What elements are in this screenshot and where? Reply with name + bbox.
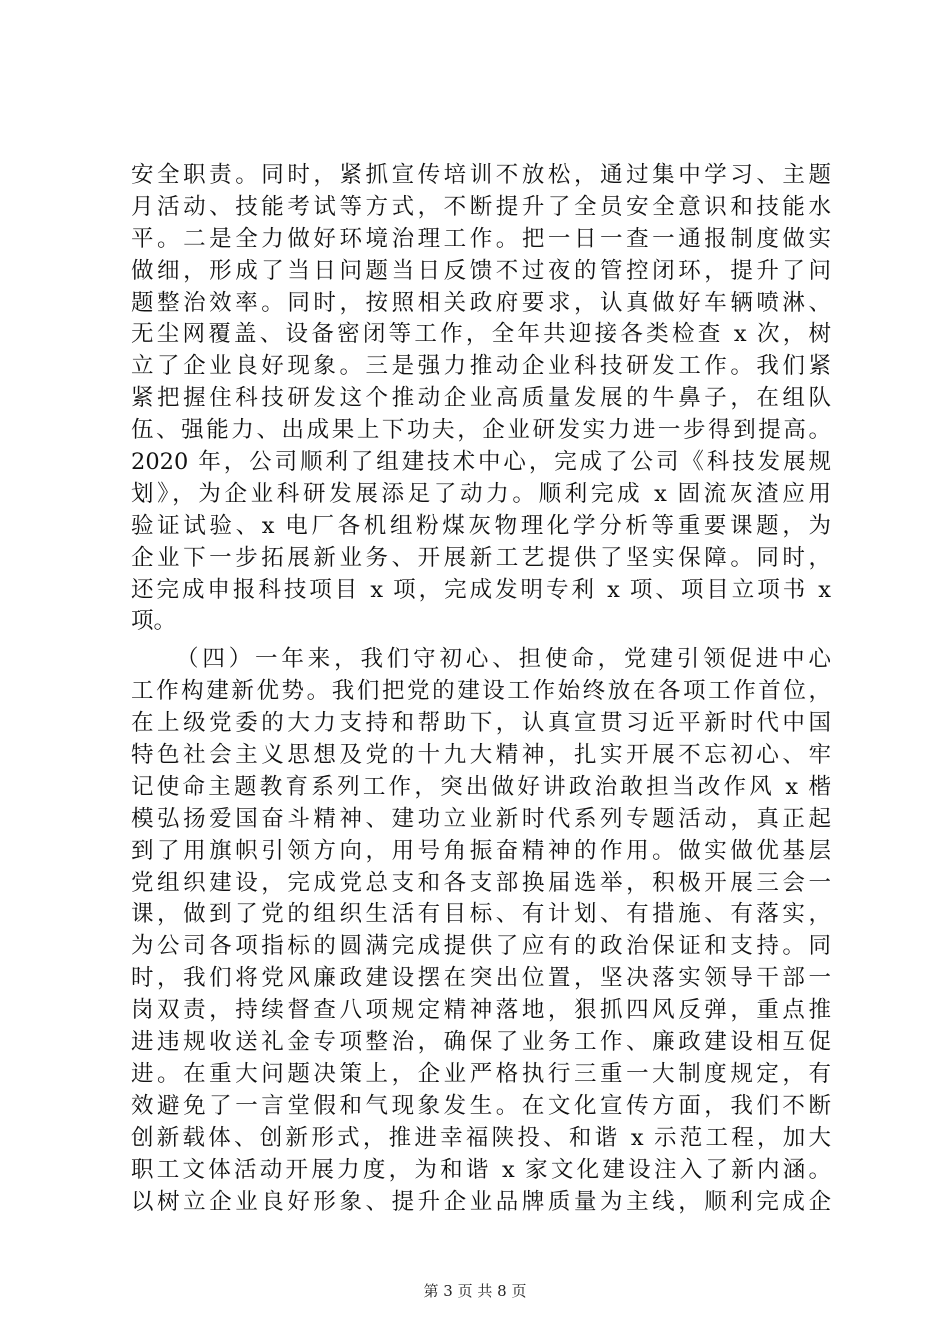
text-line: 无尘网覆盖、设备密闭等工作，全年共迎接各类检查 x 次，树 xyxy=(131,321,831,348)
text-line: 做细，形成了当日问题当日反馈不过夜的管控闭环，提升了问 xyxy=(131,257,831,284)
text-line: 题整治效率。同时，按照相关政府要求，认真做好车辆喷淋、 xyxy=(131,289,831,316)
text-line: 创新载体、创新形式，推进幸福陕投、和谐 x 示范工程，加大 xyxy=(131,1124,831,1151)
text-line: 到了用旗帜引领方向，用号角振奋精神的作用。做实做优基层 xyxy=(131,837,831,864)
text-line: 模弘扬爱国奋斗精神、建功立业新时代系列专题活动，真正起 xyxy=(131,805,831,832)
text-line: 月活动、技能考试等方式，不断提升了全员安全意识和技能水 xyxy=(131,193,831,220)
paragraph-party-building xyxy=(131,644,831,1218)
text-line: 划》，为企业科研发展添足了动力。顺利完成 x 固流灰渣应用 xyxy=(131,480,831,507)
text-line: 特色社会主义思想及党的十九大精神，扎实开展不忘初心、牢 xyxy=(131,742,831,769)
page-footer: 第 3 页 共 8 页 xyxy=(423,1282,527,1300)
text-line: 记使命主题教育系列工作，突出做好讲政治敢担当改作风 x 楷 xyxy=(131,773,831,800)
paragraph-safety-environment-tech xyxy=(131,160,831,638)
text-line: 安全职责。同时，紧抓宣传培训不放松，通过集中学习、主题 xyxy=(131,162,831,188)
document-body xyxy=(131,160,831,1218)
text-line: 企业下一步拓展新业务、开展新工艺提供了坚实保障。同时， xyxy=(131,544,831,571)
text-line: 进。在重大问题决策上，企业严格执行三重一大制度规定，有 xyxy=(131,1060,831,1087)
text-line: 课，做到了党的组织生活有目标、有计划、有措施、有落实， xyxy=(131,901,831,928)
text-line: 工作构建新优势。我们把党的建设工作始终放在各项工作首位， xyxy=(131,678,831,705)
text-line: 效避免了一言堂假和气现象发生。在文化宣传方面，我们不断 xyxy=(131,1092,831,1119)
text-line: 验证试验、x 电厂各机组粉煤灰物理化学分析等重要课题，为 xyxy=(131,512,831,539)
text-line: 立了企业良好现象。三是强力推动企业科技研发工作。我们紧 xyxy=(131,353,831,380)
text-line: 为公司各项指标的圆满完成提供了应有的政治保证和支持。同 xyxy=(131,933,831,960)
text-line: 职工文体活动开展力度，为和谐 x 家文化建设注入了新内涵。 xyxy=(131,1156,831,1183)
text-line: 进违规收送礼金专项整治，确保了业务工作、廉政建设相互促 xyxy=(131,1029,831,1056)
text-line: 平。二是全力做好环境治理工作。把一日一查一通报制度做实 xyxy=(131,225,831,252)
text-line: 在上级党委的大力支持和帮助下，认真宣贯习近平新时代中国 xyxy=(131,710,831,737)
text-line: 岗双责，持续督查八项规定精神落地，狠抓四风反弹，重点推 xyxy=(131,997,831,1024)
text-line: 还完成申报科技项目 x 项，完成发明专利 x 项、项目立项书 x xyxy=(131,576,831,603)
text-line: 党组织建设，完成党总支和各支部换届选举，积极开展三会一 xyxy=(131,869,831,896)
text-line: 2020 年，公司顺利了组建技术中心，完成了公司《科技发展规 xyxy=(131,449,831,476)
text-line: （四）一年来，我们守初心、担使命，党建引领促进中心 xyxy=(176,646,831,673)
text-line: 紧把握住科技研发这个推动企业高质量发展的牛鼻子，在组队 xyxy=(131,385,831,412)
text-line: 伍、强能力、出成果上下功夫，企业研发实力进一步得到提高。 xyxy=(131,417,831,444)
text-line: 以树立企业良好形象、提升企业品牌质量为主线，顺利完成企 xyxy=(131,1188,831,1215)
text-line: 时，我们将党风廉政建设摆在突出位置，坚决落实领导干部一 xyxy=(131,965,831,992)
text-line: 项。 xyxy=(131,608,177,635)
